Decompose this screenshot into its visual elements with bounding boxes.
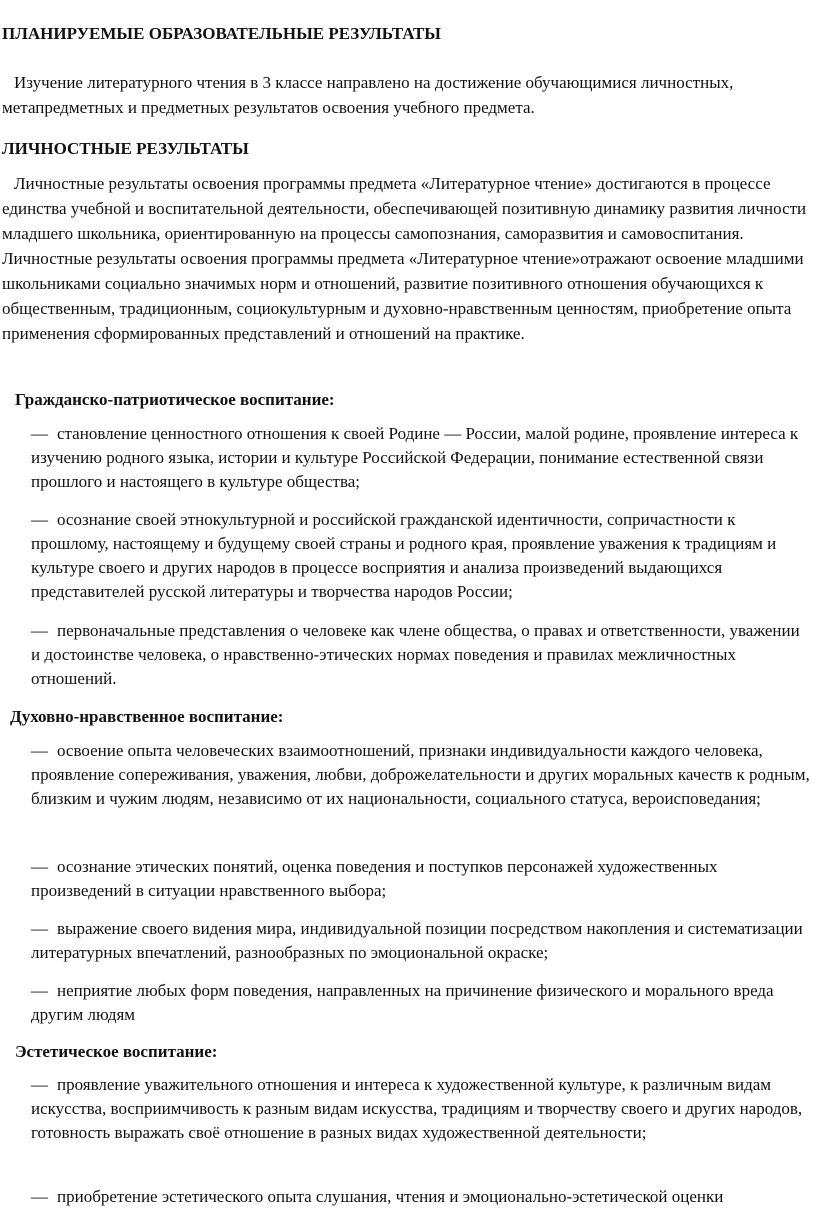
list-item: — освоение опыта человеческих взаимоотношений, признаки индивидуальности каждого человека, проявление сопереживания, уважения, любви, доброжелательности и других моральных качеств к родным, близким и чужим людям, независимо от их национальности, социального статуса, вероисповедания; xyxy=(31,741,810,808)
dash-bullet: — xyxy=(31,919,48,938)
list-item: — осознание своей этнокультурной и российской гражданской идентичности, сопричастности к прошлому, настоящему и будущему своей страны и родного края, проявление уважения к традициям и культуре своего и других народов в процессе восприятия и анализа произведений выдающихся представителей русской литературы и творчества народов России; xyxy=(31,510,777,601)
list-item: — выражение своего видения мира, индивидуальной позиции посредством накопления и систематизации литературных впечатлений, разнообразных по эмоциональной окраске; xyxy=(31,919,803,962)
list-item: — неприятие любых форм поведения, направленных на причинение физического и морального вреда другим людям xyxy=(31,981,774,1024)
personal-results-heading: ЛИЧНОСТНЫЕ РЕЗУЛЬТАТЫ xyxy=(2,139,249,158)
dash-bullet: — xyxy=(31,981,48,1000)
list-item: — первоначальные представления о человеке как члене общества, о правах и ответственности, уважении и достоинстве человека, о нравственно-этических нормах поведения и правилах межличностных отношений. xyxy=(31,621,800,688)
intro-text: Изучение литературного чтения в 3 классе направлено на достижение обучающимися личностных, метапредметных и предметных результатов освоения учебного предмета. xyxy=(2,73,734,117)
list-item: — приобретение эстетического опыта слушания, чтения и эмоционально-эстетической оценки xyxy=(31,1185,811,1209)
page-title: ПЛАНИРУЕМЫЕ ОБРАЗОВАТЕЛЬНЫЕ РЕЗУЛЬТАТЫ xyxy=(2,24,442,43)
dash-bullet: — xyxy=(31,621,48,640)
dash-bullet: — xyxy=(31,1187,48,1206)
moral-heading: Духовно-нравственное воспитание: xyxy=(10,707,284,726)
dash-bullet: — xyxy=(31,424,48,443)
civic-heading: Гражданско-патриотическое воспитание: xyxy=(15,390,335,409)
personal-results-paragraph xyxy=(2,171,812,346)
dash-bullet: — xyxy=(31,510,48,529)
personal-results-text: Личностные результаты освоения программы предмета «Литературное чтение» достигаются в процессе единства учебной и воспитательной деятельности, обеспечивающей позитивную динамику развития личности младшего школьника, ориентированную на процессы самопознания, саморазвития и самовоспитания. Личностные результаты освоения программы предмета «Литературное чтение»отражают освоение младшими школьниками социально значимых норм и отношений, развитие позитивного отношения обучающихся к общественным, традиционным, социокультурным и духовно-нравственным ценностям, приобретение опыта применения сформированных представлений и отношений на практике. xyxy=(2,174,807,343)
list-item: — осознание этических понятий, оценка поведения и поступков персонажей художественных произведений в ситуации нравственного выбора; xyxy=(31,857,718,900)
dash-bullet: — xyxy=(31,1075,48,1094)
dash-bullet: — xyxy=(31,857,48,876)
list-item: — проявление уважительного отношения и интереса к художественной культуре, к различным видам искусства, восприимчивость к разным видам искусства, традициям и творчеству своего и других народов, готовность выражать своё отношение в разных видах художественной деятельности; xyxy=(31,1075,803,1142)
intro-paragraph xyxy=(2,70,812,120)
dash-bullet: — xyxy=(31,741,48,760)
aesthetic-heading: Эстетическое воспитание: xyxy=(15,1042,218,1061)
list-item: — становление ценностного отношения к своей Родине — России, малой родине, проявление интереса к изучению родного языка, истории и культуре Российской Федерации, понимание естественной связи прошлого и настоящего в культуре общества; xyxy=(31,424,799,491)
